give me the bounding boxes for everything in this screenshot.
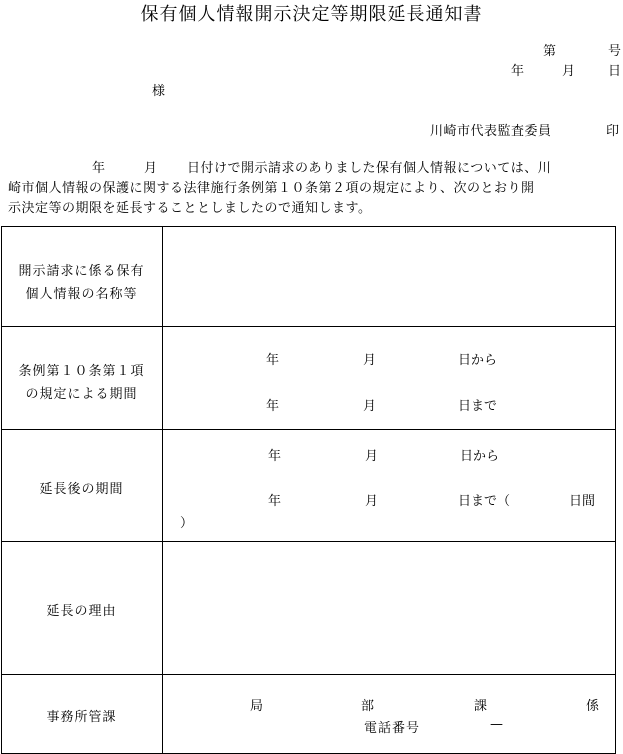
body-paragraph [8,157,614,217]
number-prefix: 第 [543,44,557,59]
recipient-suffix: 様 [152,84,166,99]
row4-label: 延長の理由 [46,604,117,619]
row5-kakari: 係 [586,699,600,714]
row5-kyoku: 局 [250,699,264,714]
row3-close-paren: ） [180,516,194,531]
body-line2: 崎市個人情報の保護に関する法律施行条例第１０条第２項の規定により、次のとおり開 [8,181,535,196]
body-line3: 示決定等の期限を延長することとしましたので通知します。 [8,201,372,216]
row5-phone-label: 電話番号 [364,721,421,736]
row2-from-month: 月 [363,353,377,368]
row3-to-year: 年 [268,494,282,509]
body-line1-year: 年 [92,161,106,176]
document-title: 保有個人情報開示決定等期限延長通知書 [140,4,483,25]
date-year: 年 [511,64,525,79]
sender-seal: 印 [606,124,620,139]
row3-days: 日間 [569,494,596,509]
table-row-divider [1,326,616,327]
table-row-divider [1,429,616,430]
body-line1-month: 月 [144,161,158,176]
row2-to-month: 月 [363,399,377,414]
row2-label-line2: の規定による期間 [25,387,138,402]
row2-label-line1: 条例第１０条第１項 [18,364,145,379]
row3-from-month: 月 [365,449,379,464]
row2-to-year: 年 [266,399,280,414]
row2-from-year: 年 [266,353,280,368]
body-line1-rest: 日付けで開示請求のありました保有個人情報については、川 [187,161,552,176]
sender-name: 川崎市代表監査委員 [430,124,552,139]
row5-ka: 課 [474,699,488,714]
row3-from-day: 日から [460,449,500,464]
date-month: 月 [562,64,576,79]
row3-label: 延長後の期間 [39,482,124,497]
number-suffix: 号 [608,44,622,59]
row3-from-year: 年 [268,449,282,464]
row5-phone-dash: — [490,717,503,732]
row5-label: 事務所管課 [46,710,117,725]
row3-to-day: 日まで（ [458,494,511,509]
row1-label-line2: 個人情報の名称等 [25,287,138,302]
row5-bu: 部 [361,699,375,714]
date-day: 日 [608,64,622,79]
row3-to-month: 月 [365,494,379,509]
row1-label-line1: 開示請求に係る保有 [18,264,145,279]
row2-from-day: 日から [458,353,498,368]
table-row-divider [1,674,616,675]
table-row-divider [1,541,616,542]
row2-to-day: 日まで [458,399,498,414]
